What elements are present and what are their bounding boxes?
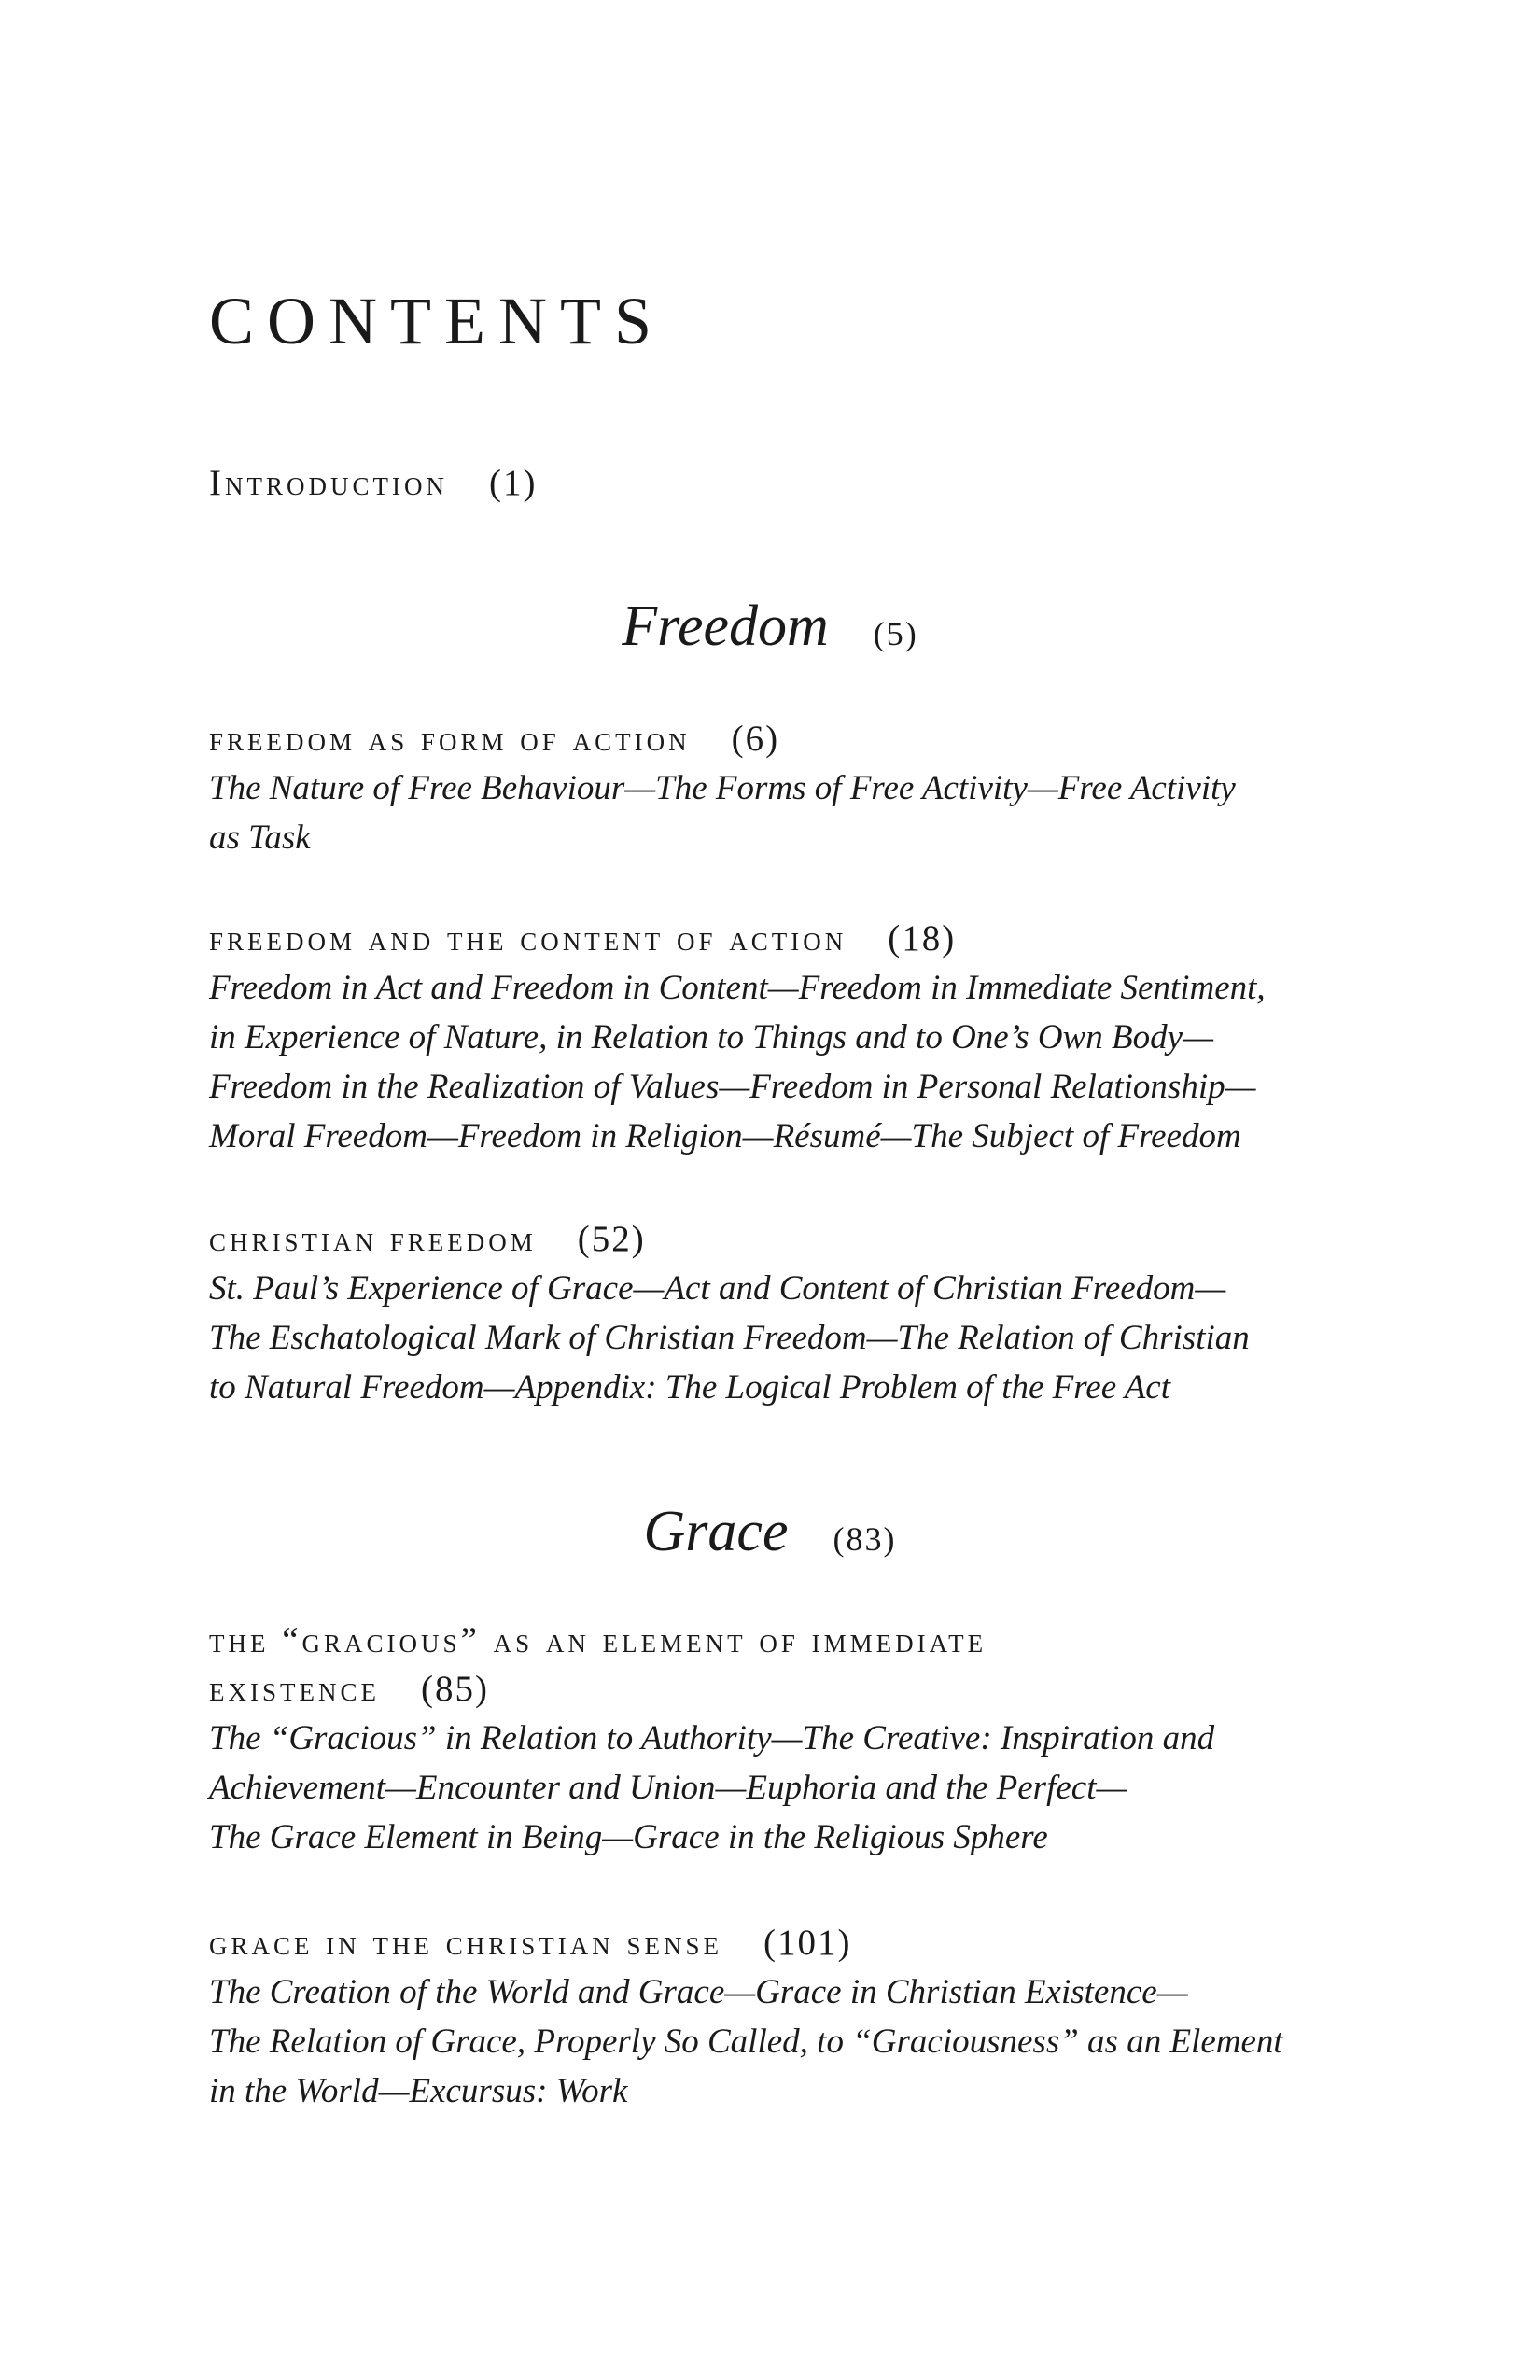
section-page: (6) bbox=[731, 719, 780, 759]
description-line: The Nature of Free Behaviour—The Forms of Free Activity—Free Activity bbox=[209, 769, 1236, 807]
section-description bbox=[209, 1967, 1329, 2116]
description-line: The Eschatological Mark of Christian Freedom—The Relation of Christian bbox=[209, 1319, 1250, 1357]
section-heading-text: christian freedom bbox=[209, 1219, 537, 1259]
toc-section bbox=[209, 1215, 1329, 1412]
section-description bbox=[209, 763, 1329, 862]
description-line: The Creation of the World and Grace—Grace in Christian Existence— bbox=[209, 1973, 1188, 2011]
description-line: St. Paul’s Experience of Grace—Act and Content of Christian Freedom— bbox=[209, 1269, 1226, 1308]
part-page: (5) bbox=[873, 615, 918, 652]
description-line: as Task bbox=[209, 819, 311, 857]
toc-section bbox=[209, 1919, 1329, 2116]
section-description bbox=[209, 1714, 1329, 1862]
part-heading-freedom bbox=[0, 595, 1540, 658]
page-title: CONTENTS bbox=[209, 284, 665, 358]
section-heading bbox=[209, 915, 1329, 963]
description-line: to Natural Freedom—Appendix: The Logical Problem of the Free Act bbox=[209, 1368, 1171, 1407]
toc-section bbox=[209, 915, 1329, 1161]
introduction-label: Introduction bbox=[209, 463, 448, 503]
description-line: Achievement—Encounter and Union—Euphoria and the Perfect— bbox=[209, 1769, 1127, 1807]
section-description bbox=[209, 1264, 1329, 1412]
section-heading-text: freedom as form of action bbox=[209, 719, 691, 759]
description-line: Freedom in Act and Freedom in Content—Freedom in Immediate Sentiment, bbox=[209, 969, 1266, 1007]
part-heading-grace bbox=[0, 1500, 1540, 1563]
section-heading-text: the “gracious” as an element of immediate bbox=[209, 1620, 987, 1660]
part-title: Grace bbox=[643, 1500, 789, 1563]
section-description bbox=[209, 963, 1329, 1161]
description-line: Freedom in the Realization of Values—Freedom in Personal Relationship— bbox=[209, 1068, 1256, 1106]
section-heading bbox=[209, 1919, 1329, 1967]
description-line: The Grace Element in Being—Grace in the Religious Sphere bbox=[209, 1818, 1048, 1856]
part-page: (83) bbox=[833, 1520, 897, 1558]
description-line: The Relation of Grace, Properly So Called, to “Graciousness” as an Element bbox=[209, 2023, 1283, 2061]
toc-section bbox=[209, 715, 1329, 862]
section-heading bbox=[209, 715, 1329, 763]
section-heading-text: freedom and the content of action bbox=[209, 918, 847, 959]
description-line: in the World—Excursus: Work bbox=[209, 2072, 628, 2110]
section-page: (52) bbox=[577, 1219, 646, 1259]
introduction-entry bbox=[209, 465, 537, 501]
section-page: (101) bbox=[763, 1923, 852, 1963]
description-line: The “Gracious” in Relation to Authority—The Creative: Inspiration and bbox=[209, 1719, 1215, 1757]
introduction-page: (1) bbox=[488, 463, 538, 503]
description-line: Moral Freedom—Freedom in Religion—Résumé—The Subject of Freedom bbox=[209, 1117, 1241, 1155]
toc-section bbox=[209, 1617, 1329, 1862]
section-page: (18) bbox=[888, 918, 957, 959]
section-heading bbox=[209, 1215, 1329, 1264]
section-heading bbox=[209, 1617, 1329, 1714]
section-heading-text: grace in the christian sense bbox=[209, 1923, 723, 1963]
section-page: (85) bbox=[420, 1669, 489, 1709]
part-title: Freedom bbox=[622, 595, 829, 658]
section-heading-text: existence bbox=[209, 1669, 380, 1709]
description-line: in Experience of Nature, in Relation to Things and to One’s Own Body— bbox=[209, 1018, 1213, 1057]
